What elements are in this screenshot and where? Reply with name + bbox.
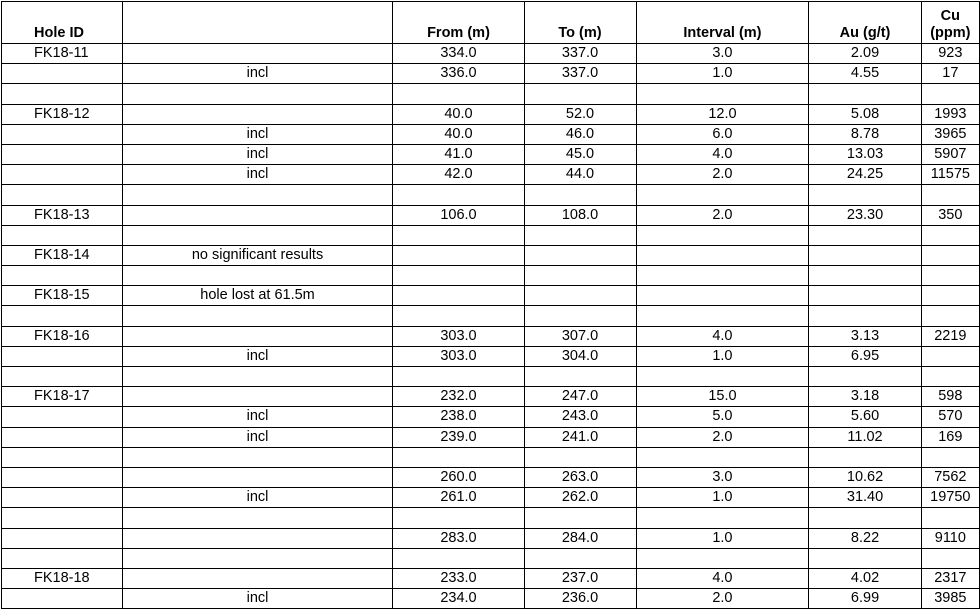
cell-au	[809, 447, 921, 467]
cell-au: 23.30	[809, 205, 921, 225]
cell-cu	[921, 367, 979, 387]
cell-hole-id	[2, 367, 123, 387]
cell-interval: 2.0	[636, 427, 809, 447]
cell-from	[393, 245, 524, 265]
cell-au: 4.02	[809, 568, 921, 588]
cell-to	[524, 508, 636, 528]
cell-cu	[921, 447, 979, 467]
cell-au: 3.18	[809, 387, 921, 407]
cell-from: 40.0	[393, 124, 524, 144]
table-row	[2, 205, 980, 225]
cell-hole-id: FK18-18	[2, 568, 123, 588]
cell-interval: 4.0	[636, 144, 809, 164]
cell-hole-id	[2, 124, 123, 144]
cell-au: 11.02	[809, 427, 921, 447]
cell-to: 236.0	[524, 589, 636, 609]
cell-au: 6.99	[809, 589, 921, 609]
cell-to	[524, 548, 636, 568]
cell-to: 263.0	[524, 467, 636, 487]
cell-cu	[921, 185, 979, 205]
cell-to	[524, 266, 636, 286]
cell-to	[524, 245, 636, 265]
cell-hole-id	[2, 144, 123, 164]
table-row	[2, 568, 980, 588]
cell-hole-id	[2, 488, 123, 508]
table-row	[2, 306, 980, 326]
table-row	[2, 286, 980, 306]
cell-from	[393, 548, 524, 568]
table-row	[2, 407, 980, 427]
cell-to: 304.0	[524, 346, 636, 366]
cell-note: hole lost at 61.5m	[122, 286, 393, 306]
cell-au	[809, 286, 921, 306]
cell-au: 4.55	[809, 64, 921, 84]
cell-from: 233.0	[393, 568, 524, 588]
cell-note: incl	[122, 165, 393, 185]
cell-note	[122, 367, 393, 387]
cell-au: 8.78	[809, 124, 921, 144]
cell-hole-id: FK18-14	[2, 245, 123, 265]
cell-interval: 6.0	[636, 124, 809, 144]
cell-to: 45.0	[524, 144, 636, 164]
cell-au: 31.40	[809, 488, 921, 508]
table-row	[2, 185, 980, 205]
cell-note	[122, 528, 393, 548]
cell-interval	[636, 84, 809, 104]
header-interval: Interval (m)	[636, 2, 809, 44]
cell-from: 106.0	[393, 205, 524, 225]
cell-interval	[636, 245, 809, 265]
cell-to: 46.0	[524, 124, 636, 144]
cell-note: incl	[122, 124, 393, 144]
table-row	[2, 508, 980, 528]
cell-to: 337.0	[524, 64, 636, 84]
cell-au	[809, 266, 921, 286]
cell-note	[122, 104, 393, 124]
cell-from: 336.0	[393, 64, 524, 84]
cell-note	[122, 306, 393, 326]
cell-au: 5.60	[809, 407, 921, 427]
cell-hole-id	[2, 508, 123, 528]
cell-cu	[921, 84, 979, 104]
cell-from	[393, 185, 524, 205]
cell-cu: 570	[921, 407, 979, 427]
cell-cu: 3965	[921, 124, 979, 144]
cell-note: no significant results	[122, 245, 393, 265]
cell-interval	[636, 508, 809, 528]
cell-au: 3.13	[809, 326, 921, 346]
cell-interval	[636, 447, 809, 467]
cell-note	[122, 266, 393, 286]
cell-hole-id: FK18-16	[2, 326, 123, 346]
cell-note	[122, 44, 393, 64]
cell-note: incl	[122, 64, 393, 84]
cell-au: 2.09	[809, 44, 921, 64]
cell-note	[122, 447, 393, 467]
cell-cu: 19750	[921, 488, 979, 508]
table-row	[2, 104, 980, 124]
cell-interval: 12.0	[636, 104, 809, 124]
cell-interval: 5.0	[636, 407, 809, 427]
cell-hole-id: FK18-12	[2, 104, 123, 124]
table-row	[2, 528, 980, 548]
cell-note	[122, 467, 393, 487]
table-row	[2, 84, 980, 104]
cell-interval	[636, 266, 809, 286]
cell-hole-id: FK18-17	[2, 387, 123, 407]
cell-to: 262.0	[524, 488, 636, 508]
cell-au: 8.22	[809, 528, 921, 548]
cell-au: 13.03	[809, 144, 921, 164]
cell-cu: 17	[921, 64, 979, 84]
table-row	[2, 165, 980, 185]
cell-au	[809, 245, 921, 265]
cell-note	[122, 387, 393, 407]
table-row	[2, 346, 980, 366]
cell-to: 243.0	[524, 407, 636, 427]
cell-from: 238.0	[393, 407, 524, 427]
cell-to	[524, 286, 636, 306]
table-row	[2, 548, 980, 568]
cell-cu: 1993	[921, 104, 979, 124]
cell-interval: 3.0	[636, 467, 809, 487]
cell-to	[524, 185, 636, 205]
cell-note	[122, 568, 393, 588]
header-note	[122, 2, 393, 44]
table-row	[2, 326, 980, 346]
cell-hole-id	[2, 589, 123, 609]
cell-au: 10.62	[809, 467, 921, 487]
cell-cu	[921, 306, 979, 326]
cell-au	[809, 508, 921, 528]
cell-note	[122, 548, 393, 568]
cell-cu	[921, 266, 979, 286]
cell-to: 52.0	[524, 104, 636, 124]
cell-cu	[921, 548, 979, 568]
cell-interval	[636, 225, 809, 245]
cell-to: 108.0	[524, 205, 636, 225]
cell-cu	[921, 346, 979, 366]
cell-note	[122, 225, 393, 245]
cell-interval: 4.0	[636, 326, 809, 346]
cell-hole-id: FK18-13	[2, 205, 123, 225]
cell-au	[809, 185, 921, 205]
cell-au: 6.95	[809, 346, 921, 366]
cell-cu: 11575	[921, 165, 979, 185]
cell-au	[809, 367, 921, 387]
cell-hole-id	[2, 548, 123, 568]
cell-cu: 7562	[921, 467, 979, 487]
table-row	[2, 64, 980, 84]
table-row	[2, 124, 980, 144]
table-row	[2, 387, 980, 407]
cell-hole-id	[2, 427, 123, 447]
table-row	[2, 44, 980, 64]
cell-note: incl	[122, 488, 393, 508]
cell-cu: 350	[921, 205, 979, 225]
cell-from: 40.0	[393, 104, 524, 124]
cell-from: 261.0	[393, 488, 524, 508]
cell-from	[393, 266, 524, 286]
table-row	[2, 488, 980, 508]
drill-results-table	[1, 1, 980, 609]
cell-hole-id	[2, 64, 123, 84]
cell-cu: 169	[921, 427, 979, 447]
cell-from	[393, 367, 524, 387]
cell-interval	[636, 548, 809, 568]
cell-hole-id	[2, 346, 123, 366]
table-row	[2, 266, 980, 286]
cell-interval: 2.0	[636, 205, 809, 225]
cell-note: incl	[122, 427, 393, 447]
cell-hole-id	[2, 447, 123, 467]
cell-au	[809, 84, 921, 104]
cell-interval: 1.0	[636, 346, 809, 366]
table-row	[2, 467, 980, 487]
cell-hole-id	[2, 84, 123, 104]
cell-to	[524, 225, 636, 245]
header-to: To (m)	[524, 2, 636, 44]
cell-hole-id: FK18-15	[2, 286, 123, 306]
table-row	[2, 225, 980, 245]
cell-from: 303.0	[393, 346, 524, 366]
cell-au	[809, 548, 921, 568]
cell-hole-id	[2, 407, 123, 427]
cell-cu	[921, 225, 979, 245]
cell-from	[393, 286, 524, 306]
cell-to	[524, 84, 636, 104]
table-row	[2, 367, 980, 387]
cell-note: incl	[122, 144, 393, 164]
cell-from	[393, 84, 524, 104]
cell-interval: 2.0	[636, 165, 809, 185]
header-cu-line1: Cu	[940, 8, 961, 24]
cell-from: 232.0	[393, 387, 524, 407]
cell-note: incl	[122, 346, 393, 366]
cell-to: 247.0	[524, 387, 636, 407]
cell-to: 44.0	[524, 165, 636, 185]
cell-cu: 5907	[921, 144, 979, 164]
cell-to	[524, 447, 636, 467]
cell-interval	[636, 185, 809, 205]
table-row	[2, 245, 980, 265]
header-from: From (m)	[393, 2, 524, 44]
cell-au	[809, 225, 921, 245]
cell-au: 5.08	[809, 104, 921, 124]
cell-note	[122, 508, 393, 528]
cell-interval: 4.0	[636, 568, 809, 588]
cell-hole-id	[2, 185, 123, 205]
cell-from	[393, 508, 524, 528]
cell-from: 283.0	[393, 528, 524, 548]
cell-interval: 1.0	[636, 488, 809, 508]
header-cu-line2: (ppm)	[930, 25, 971, 41]
cell-to: 241.0	[524, 427, 636, 447]
cell-to: 337.0	[524, 44, 636, 64]
cell-hole-id	[2, 225, 123, 245]
cell-interval: 2.0	[636, 589, 809, 609]
cell-note	[122, 205, 393, 225]
cell-to	[524, 306, 636, 326]
cell-interval	[636, 367, 809, 387]
cell-cu: 9110	[921, 528, 979, 548]
cell-from: 42.0	[393, 165, 524, 185]
cell-interval	[636, 306, 809, 326]
cell-from	[393, 225, 524, 245]
cell-hole-id	[2, 467, 123, 487]
cell-note	[122, 185, 393, 205]
header-hole-id: Hole ID	[2, 2, 123, 44]
cell-hole-id	[2, 266, 123, 286]
table-row	[2, 427, 980, 447]
cell-hole-id: FK18-11	[2, 44, 123, 64]
table-row	[2, 589, 980, 609]
cell-from	[393, 447, 524, 467]
cell-from: 239.0	[393, 427, 524, 447]
cell-cu	[921, 286, 979, 306]
cell-cu	[921, 245, 979, 265]
cell-interval: 15.0	[636, 387, 809, 407]
cell-au	[809, 306, 921, 326]
cell-hole-id	[2, 306, 123, 326]
cell-interval: 3.0	[636, 44, 809, 64]
cell-cu: 3985	[921, 589, 979, 609]
cell-from: 334.0	[393, 44, 524, 64]
cell-hole-id	[2, 528, 123, 548]
table-row	[2, 447, 980, 467]
cell-cu	[921, 508, 979, 528]
cell-to: 284.0	[524, 528, 636, 548]
cell-to	[524, 367, 636, 387]
table-row	[2, 144, 980, 164]
cell-note: incl	[122, 407, 393, 427]
cell-from: 41.0	[393, 144, 524, 164]
cell-from	[393, 306, 524, 326]
cell-note: incl	[122, 589, 393, 609]
cell-cu: 2219	[921, 326, 979, 346]
cell-from: 234.0	[393, 589, 524, 609]
cell-cu: 598	[921, 387, 979, 407]
cell-to: 237.0	[524, 568, 636, 588]
header-au: Au (g/t)	[809, 2, 921, 44]
cell-hole-id	[2, 165, 123, 185]
header-row	[2, 2, 980, 44]
cell-from: 260.0	[393, 467, 524, 487]
cell-note	[122, 84, 393, 104]
cell-au: 24.25	[809, 165, 921, 185]
cell-interval: 1.0	[636, 528, 809, 548]
cell-cu: 923	[921, 44, 979, 64]
cell-interval	[636, 286, 809, 306]
cell-to: 307.0	[524, 326, 636, 346]
cell-note	[122, 326, 393, 346]
cell-interval: 1.0	[636, 64, 809, 84]
cell-cu: 2317	[921, 568, 979, 588]
header-cu	[921, 2, 979, 44]
cell-from: 303.0	[393, 326, 524, 346]
